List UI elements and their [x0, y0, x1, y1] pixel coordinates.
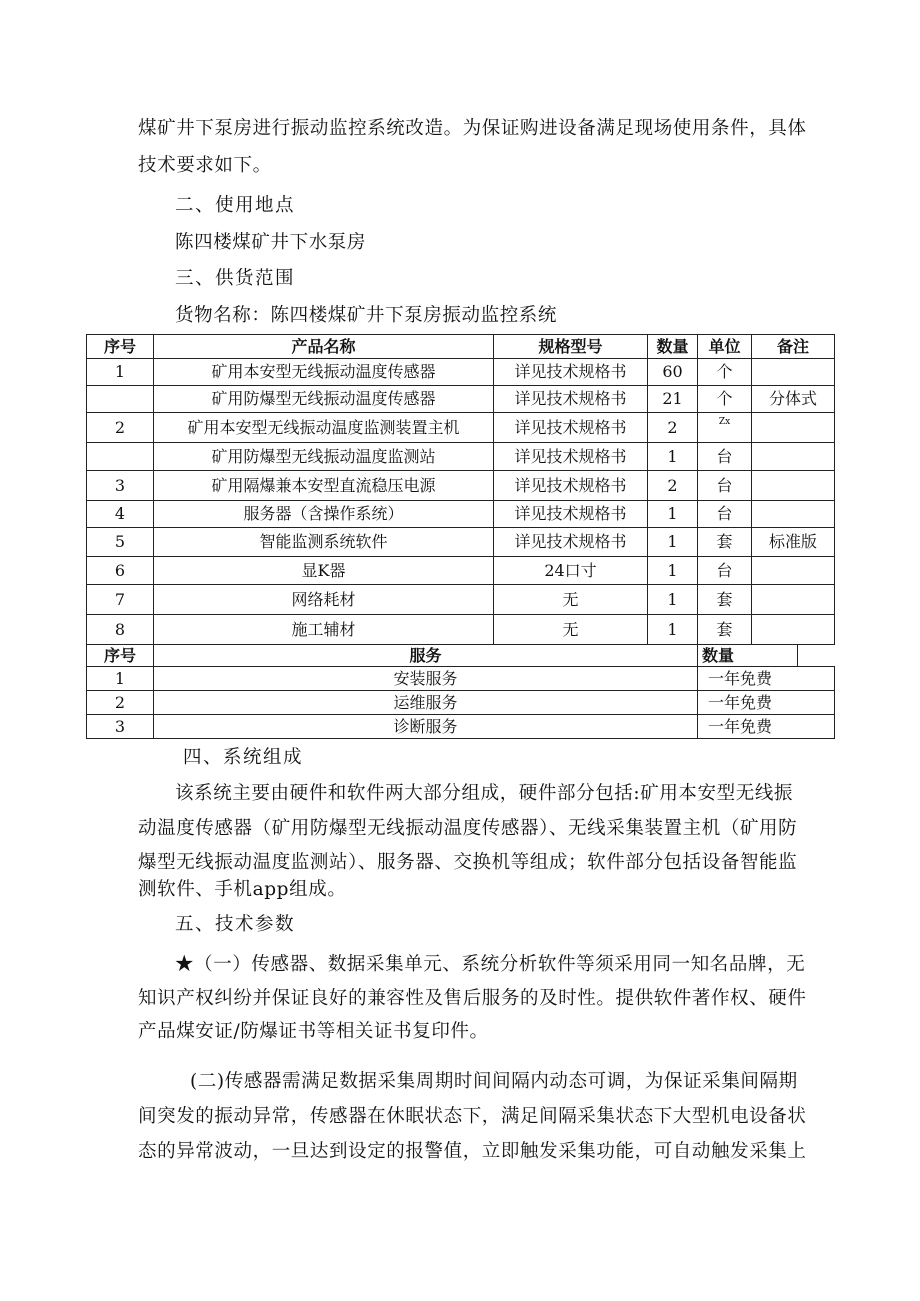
table-cell: 显K器: [154, 557, 494, 585]
table-cell: 60: [648, 359, 698, 386]
table-cell: 个: [698, 359, 752, 386]
table-cell: 智能监测系统软件: [154, 528, 494, 557]
service-quantity: 一年免费: [708, 716, 773, 736]
table-row: [87, 443, 835, 471]
table-cell: 服务器（含操作系统）: [154, 501, 494, 528]
intro-line-1: 煤矿井下泵房进行振动监控系统改造。为保证购进设备满足现场使用条件，具体: [138, 118, 807, 139]
table-cell: 台: [698, 443, 752, 471]
composition-line-4: 测软件、手机app组成。: [138, 879, 347, 900]
table-cell: 8: [87, 615, 154, 645]
table-cell: 详见技术规格书: [494, 443, 648, 471]
param2-line-1: (二)传感器需满足数据采集周期时间间隔内动态可调，为保证采集间隔期: [190, 1071, 798, 1092]
table-cell: [752, 615, 835, 645]
table-cell: 安装服务: [154, 667, 698, 691]
header-cell: 序号: [87, 645, 154, 667]
table-cell: 详见技术规格书: [494, 359, 648, 386]
table-cell: 诊断服务: [154, 715, 698, 739]
table-cell: 标准版: [752, 528, 835, 557]
table-cell: 无: [494, 585, 648, 615]
table-cell: 2: [87, 691, 154, 715]
table-cell: 24口寸: [494, 557, 648, 585]
table-cell: [698, 691, 835, 715]
table-cell: 分体式: [752, 386, 835, 413]
table-row: [87, 501, 835, 528]
table-cell: [752, 557, 835, 585]
header-cell: 序号: [87, 335, 154, 359]
composition-line-1: 该系统主要由硬件和软件两大部分组成，硬件部分包括:矿用本安型无线振: [175, 783, 794, 804]
table-cell: 3: [87, 715, 154, 739]
table-cell: [698, 715, 835, 739]
section-heading-location: 二、使用地点: [175, 195, 296, 216]
table-cell: 个: [698, 386, 752, 413]
param1-line-2: 知识产权纠纷并保证良好的兼容性及售后服务的及时性。提供软件著作权、硬件: [138, 988, 807, 1009]
param1-line-3: 产品煤安证/防爆证书等相关证书复印件。: [138, 1021, 489, 1042]
header-cell: 服务: [154, 645, 698, 667]
goods-name-text: 货物名称：陈四楼煤矿井下泵房振动监控系统: [175, 305, 558, 326]
table-cell: 1: [87, 667, 154, 691]
table-cell: 1: [648, 501, 698, 528]
table-row: [87, 715, 835, 739]
param1-line-1: ★（一）传感器、数据采集单元、系统分析软件等须采用同一知名品牌，无: [175, 954, 806, 975]
table-cell: 套: [698, 615, 752, 645]
section-heading-supply: 三、供货范围: [175, 268, 296, 289]
table-cell: 网络耗材: [154, 585, 494, 615]
header-cell: 数量: [648, 335, 698, 359]
table-cell: 台: [698, 501, 752, 528]
table-cell: [752, 501, 835, 528]
table-row: [87, 615, 835, 645]
table-cell: [698, 413, 752, 443]
table-cell: 2: [87, 413, 154, 443]
table-cell: 详见技术规格书: [494, 528, 648, 557]
table-cell: 1: [648, 615, 698, 645]
table-cell: 详见技术规格书: [494, 501, 648, 528]
table-cell: 2: [648, 413, 698, 443]
table-cell: 1: [87, 359, 154, 386]
table-cell: 台: [698, 471, 752, 501]
table-cell: 台: [698, 557, 752, 585]
table-cell: 详见技术规格书: [494, 413, 648, 443]
table-row: [87, 557, 835, 585]
composition-line-2: 动温度传感器（矿用防爆型无线振动温度传感器）、无线采集装置主机（矿用防: [138, 818, 798, 839]
table-row: [87, 359, 835, 386]
param2-line-3: 态的异常波动，一旦达到设定的报警值，立即触发采集功能，可自动触发采集上: [138, 1141, 807, 1162]
section-heading-composition: 四、系统组成: [183, 747, 304, 768]
table-row: [87, 471, 835, 501]
table-cell: [87, 386, 154, 413]
table-cell: [698, 667, 835, 691]
table-row: [87, 386, 835, 413]
table-row: [87, 667, 835, 691]
table-cell: [752, 359, 835, 386]
table-cell: 1: [648, 585, 698, 615]
table-cell: 运维服务: [154, 691, 698, 715]
header-divider: [797, 645, 798, 667]
table-cell: 21: [648, 386, 698, 413]
table-cell: 1: [648, 443, 698, 471]
table-cell: 矿用防爆型无线振动温度监测站: [154, 443, 494, 471]
table-cell: 1: [648, 557, 698, 585]
service-table-header: [87, 645, 835, 667]
header-cell: 备注: [752, 335, 835, 359]
goods-table-header: [87, 335, 835, 359]
table-cell: 详见技术规格书: [494, 471, 648, 501]
table-cell: 2: [648, 471, 698, 501]
table-row: [87, 528, 835, 557]
table-cell: [752, 471, 835, 501]
table-cell: [752, 413, 835, 443]
table-cell: 套: [698, 585, 752, 615]
param2-line-2: 间突发的振动异常，传感器在休眠状态下，满足间隔采集状态下大型机电设备状: [138, 1106, 807, 1127]
table-cell: 5: [87, 528, 154, 557]
header-cell: [698, 645, 835, 667]
table-cell: 施工辅材: [154, 615, 494, 645]
service-quantity: 一年免费: [708, 668, 773, 688]
table-cell: 无: [494, 615, 648, 645]
table-cell: 矿用防爆型无线振动温度传感器: [154, 386, 494, 413]
header-cell: 单位: [698, 335, 752, 359]
table-cell: 3: [87, 471, 154, 501]
intro-line-2: 技术要求如下。: [138, 155, 272, 176]
table-cell: 矿用本安型无线振动温度监测装置主机: [154, 413, 494, 443]
header-cell: 产品名称: [154, 335, 494, 359]
table-cell: 矿用隔爆兼本安型直流稳压电源: [154, 471, 494, 501]
table-cell: 1: [648, 528, 698, 557]
table-cell: 6: [87, 557, 154, 585]
service-quantity-header: 数量: [702, 645, 735, 665]
unit-mark: Zx: [718, 417, 731, 427]
composition-line-3: 爆型无线振动温度监测站）、服务器、交换机等组成；软件部分包括设备智能监: [138, 852, 798, 873]
header-cell: 规格型号: [494, 335, 648, 359]
table-cell: 7: [87, 585, 154, 615]
table-cell: 4: [87, 501, 154, 528]
service-quantity: 一年免费: [708, 692, 773, 712]
table-row: [87, 691, 835, 715]
table-cell: 详见技术规格书: [494, 386, 648, 413]
table-cell: [752, 585, 835, 615]
table-row: [87, 413, 835, 443]
table-row: [87, 585, 835, 615]
location-text: 陈四楼煤矿井下水泵房: [175, 232, 367, 253]
table-cell: 矿用本安型无线振动温度传感器: [154, 359, 494, 386]
section-heading-parameters: 五、技术参数: [175, 914, 296, 935]
goods-table: [86, 334, 835, 739]
table-cell: [87, 443, 154, 471]
table-cell: 套: [698, 528, 752, 557]
table-cell: [752, 443, 835, 471]
